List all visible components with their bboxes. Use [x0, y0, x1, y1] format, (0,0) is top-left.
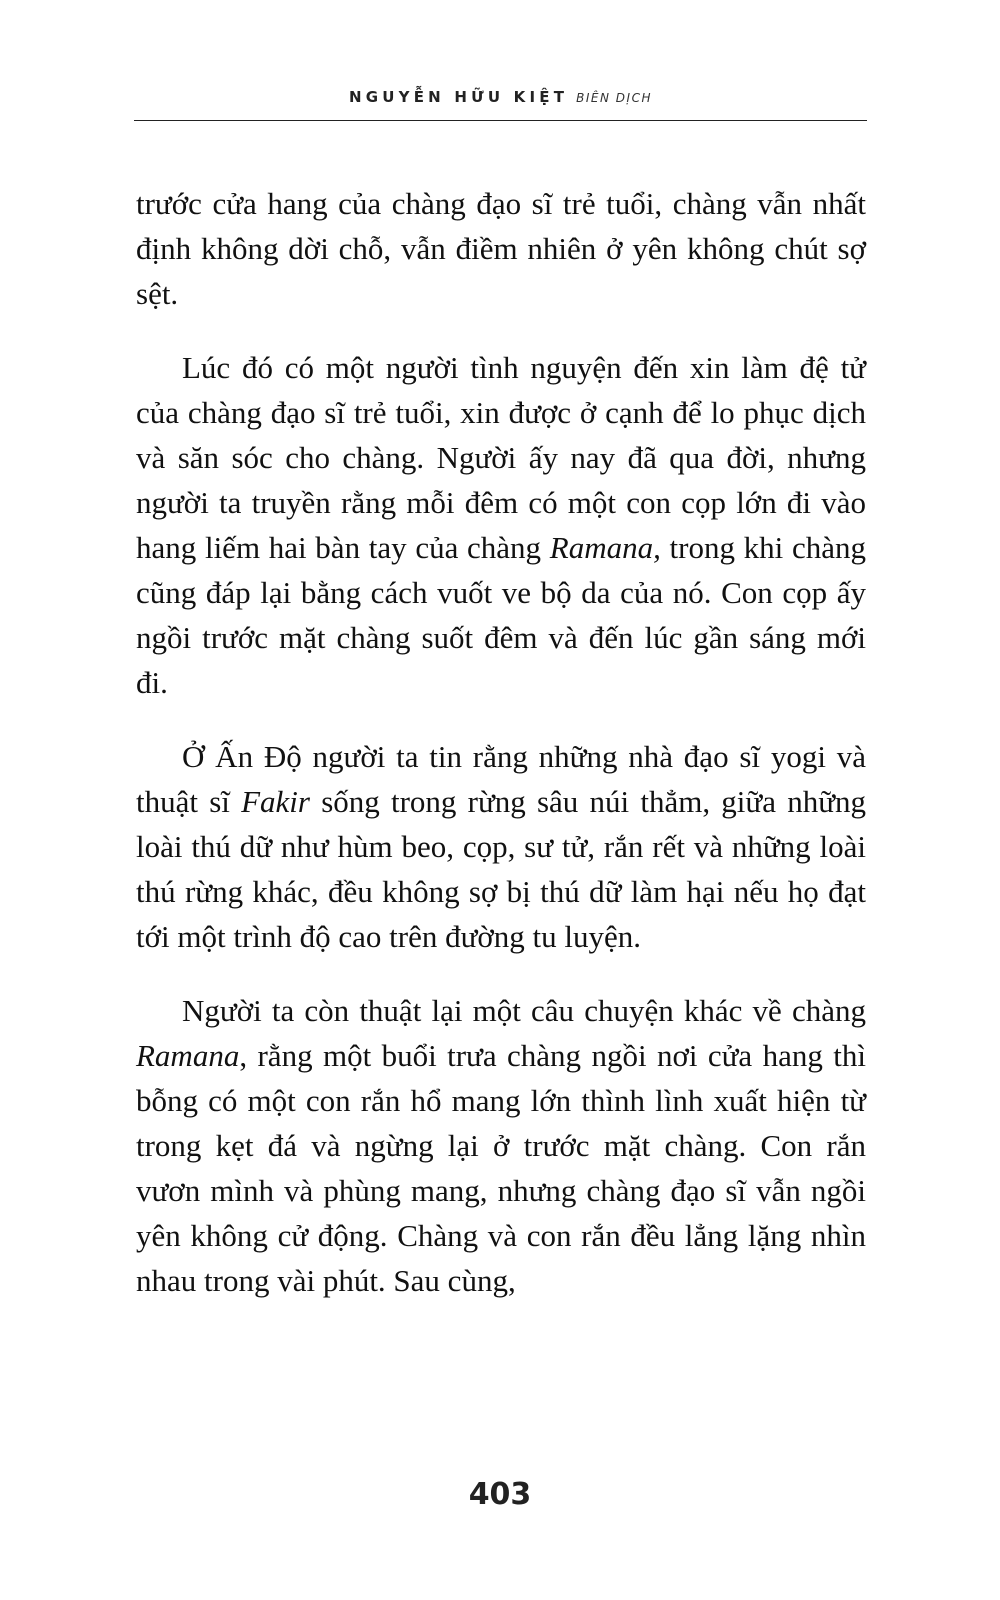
header-divider — [134, 120, 867, 121]
paragraph — [136, 345, 866, 705]
paragraph-continued — [136, 181, 866, 316]
paragraph-text: Người ta còn thuật lại một câu chuyện khác về chàng — [182, 993, 866, 1028]
body-text — [136, 181, 866, 1303]
page-number: 403 — [468, 1477, 532, 1512]
paragraph-text: , rằng một buổi trưa chàng ngồi nơi cửa hang thì bỗng có một con rắn hổ mang lớn thình lình xuất hiện từ trong kẹt đá và ngừng lại ở trước mặt chàng. Con rắn vươn mình và phùng mang, nhưng chàng đạo sĩ vẫn ngồi yên không cử động. Chàng và con rắn đều lẳng lặng nhìn nhau trong vài phút. Sau cùng, — [136, 1038, 866, 1298]
header-author: NGUYỄN HỮU KIỆT — [349, 88, 569, 106]
italic-term: Fakir — [241, 784, 310, 819]
running-header — [134, 88, 867, 107]
paragraph-text: trong khi chàng cũng đáp lại bằng cách vuốt ve bộ da của nó. Con cọp ấy ngồi trước mặt chàng suốt đêm và đến lúc gần sáng mới đi. — [136, 530, 866, 700]
paragraph-text: trước cửa hang của chàng đạo sĩ trẻ tuổi, chàng vẫn nhất định không dời chỗ, vẫn điềm nhiên ở yên không chút sợ sệt. — [136, 186, 866, 311]
paragraph-text: Lúc đó có một người tình nguyện đến xin làm đệ tử của chàng đạo sĩ trẻ tuổi, xin được ở cạnh để lo phục dịch và săn sóc cho chàng. Người ấy nay đã qua đời, nhưng người ta truyền rằng mỗi đêm có một con cọp lớn đi vào hang liếm hai bàn tay của chàng — [136, 350, 866, 565]
italic-term: Ramana, — [549, 530, 661, 565]
italic-term: Ramana — [136, 1038, 240, 1073]
paragraph — [136, 988, 866, 1303]
paragraph-text: Ở Ấn Độ người ta tin rằng những nhà đạo sĩ yogi và thuật sĩ — [136, 739, 866, 819]
header-role: BIÊN DỊCH — [576, 91, 652, 105]
paragraph-text: sống trong rừng sâu núi thẳm, giữa những loài thú dữ như hùm beo, cọp, sư tử, rắn rết và những loài thú rừng khác, đều không sợ bị thú dữ làm hại nếu họ đạt tới một trình độ cao trên đường tu luyện. — [136, 784, 866, 954]
paragraph — [136, 734, 866, 959]
